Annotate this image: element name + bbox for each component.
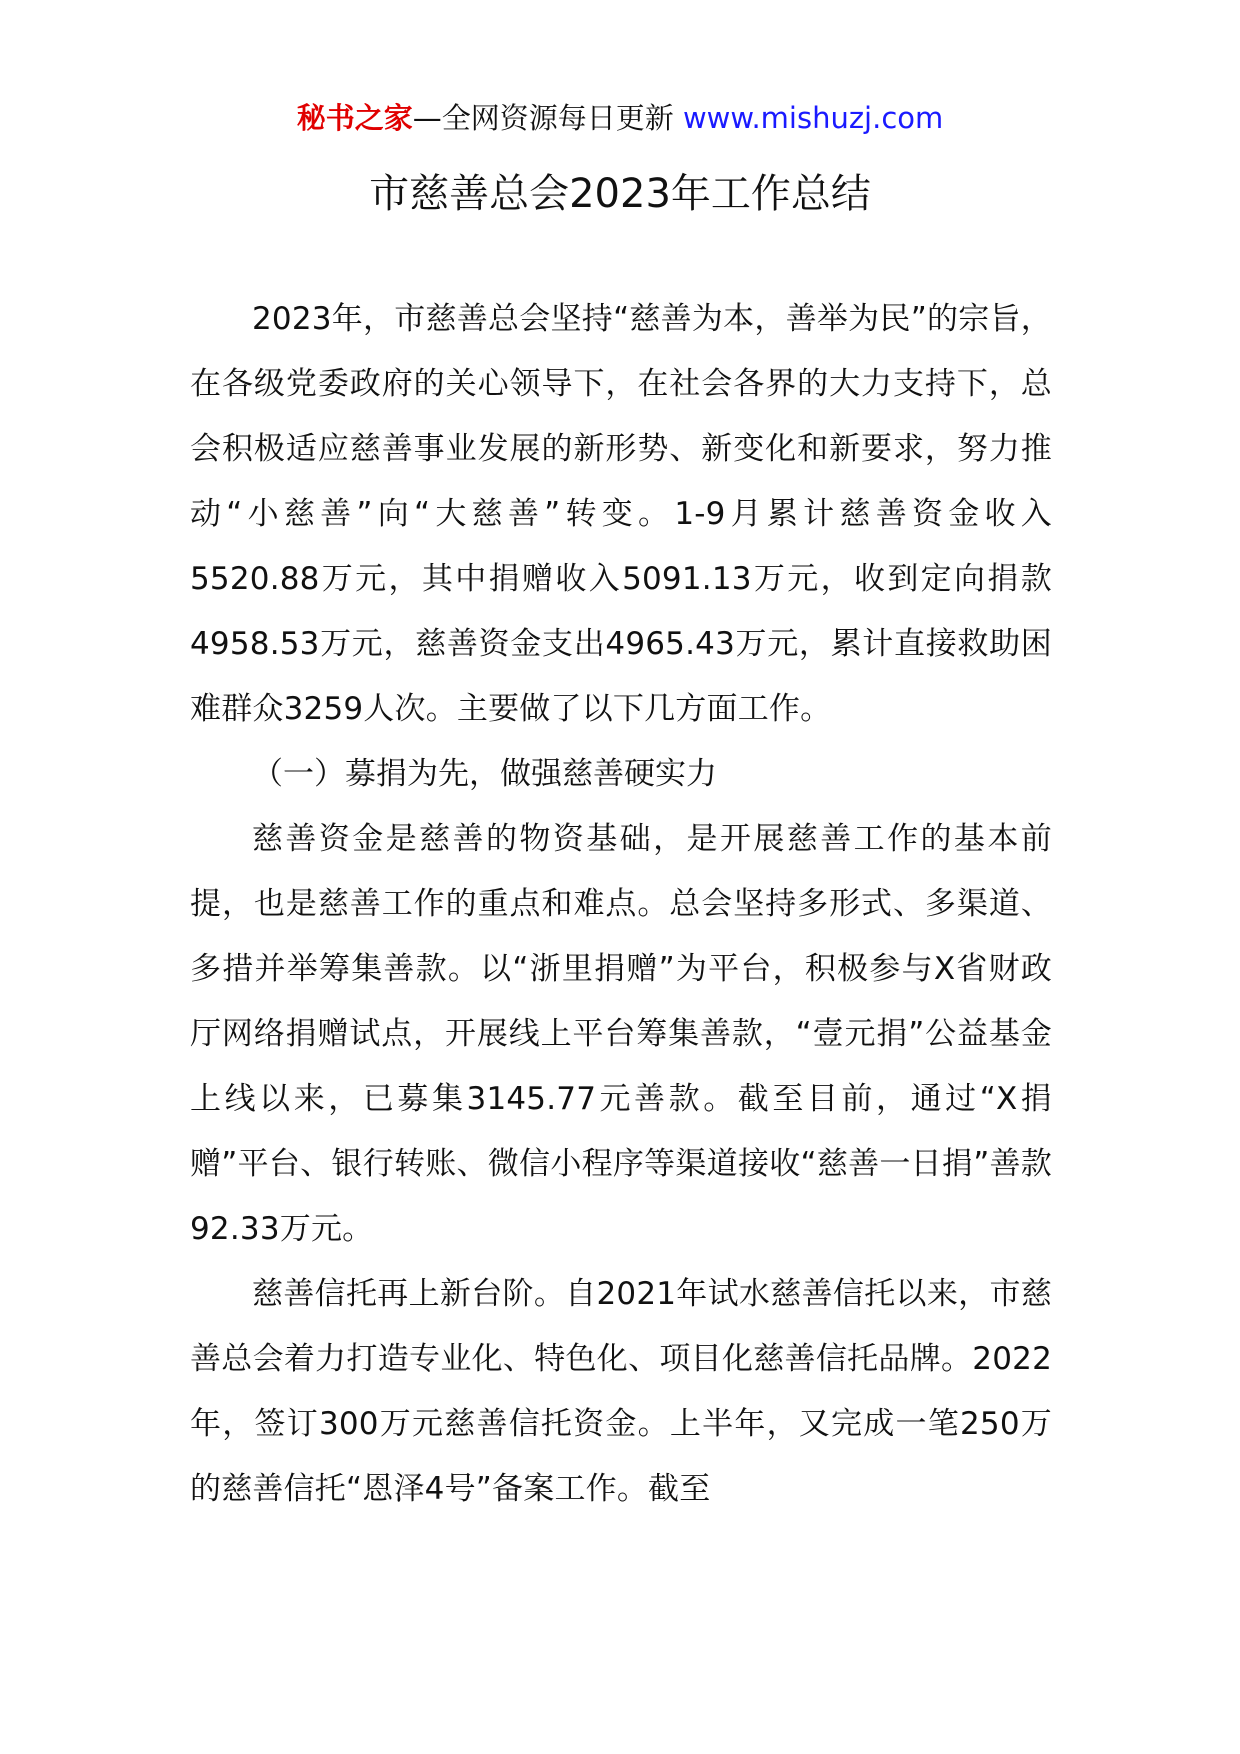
site-url-link[interactable]: www.mishuzj.com bbox=[682, 101, 944, 135]
site-header bbox=[0, 98, 1240, 138]
brand-name: 秘书之家 bbox=[296, 101, 413, 135]
intro-paragraph: 2023年，市慈善总会坚持“慈善为本，善举为民”的宗旨，在各级党委政府的关心领导下，在社会各界的大力支持下，总会积极适应慈善事业发展的新形势、新变化和新要求，努力推动“小慈善”向“大慈善”转变。1-9月累计慈善资金收入5520.88万元，其中捐赠收入5091.13万元，收到定向捐款4958.53万元，慈善资金支出4965.43万元，累计直接救助困难群众3259人次。主要做了以下几方面工作。 bbox=[190, 301, 1052, 727]
body-paragraph: 慈善信托再上新台阶。自2021年试水慈善信托以来，市慈善总会着力打造专业化、特色化、项目化慈善信托品牌。2022年，签订300万元慈善信托资金。上半年，又完成一笔250万的慈善信托“恩泽4号”备案工作。截至 bbox=[190, 1276, 1052, 1507]
document-title: 市慈善总会2023年工作总结 bbox=[369, 171, 871, 217]
body-paragraph: 慈善资金是慈善的物资基础，是开展慈善工作的基本前提，也是慈善工作的重点和难点。总会坚持多形式、多渠道、多措并举筹集善款。以“浙里捐赠”为平台，积极参与X省财政厅网络捐赠试点，开展线上平台筹集善款，“壹元捐”公益基金上线以来，已募集3145.77元善款。截至目前，通过“X捐赠”平台、银行转账、微信小程序等渠道接收“慈善一日捐”善款92.33万元。 bbox=[190, 821, 1052, 1247]
document-body bbox=[190, 287, 1052, 1522]
header-slogan: —全网资源每日更新 bbox=[412, 101, 683, 135]
section-heading: （一）募捐为先，做强慈善硬实力 bbox=[252, 756, 717, 792]
